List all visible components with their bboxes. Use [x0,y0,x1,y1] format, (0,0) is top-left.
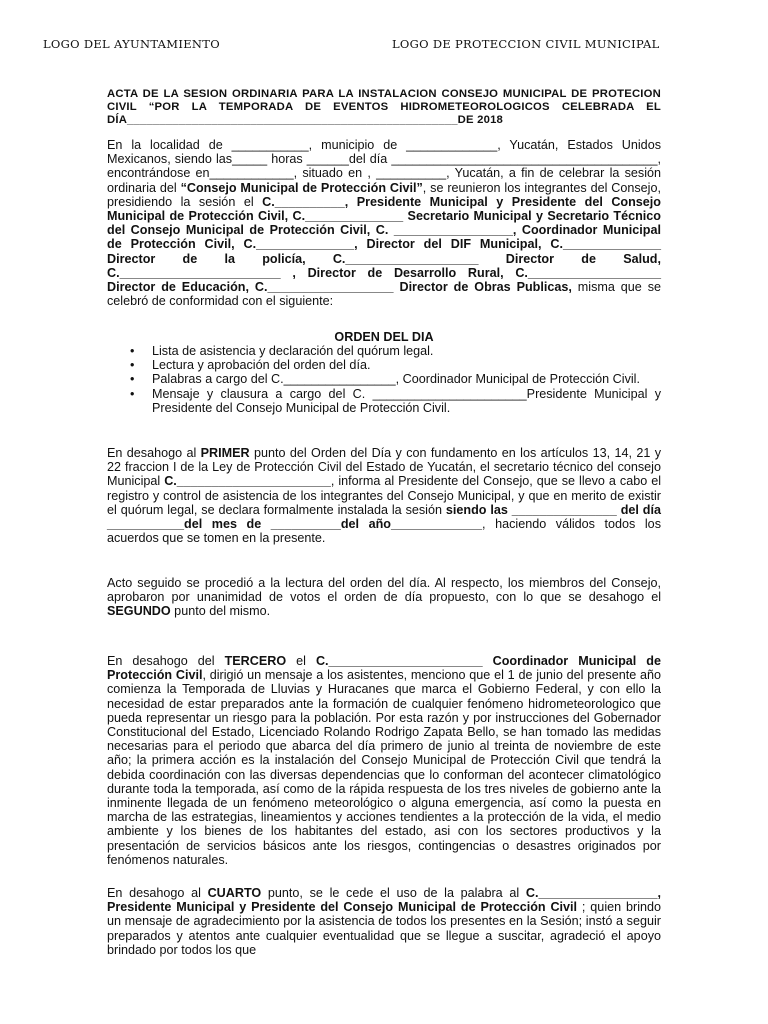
tercero-text-2: el [286,654,316,668]
cuarto-bold-label: CUARTO [207,886,262,900]
segundo-bold-label: SEGUNDO [107,604,171,619]
list-item: • Palabras a cargo del C.________________, Coordinador Municipal de Protección Civil. [152,372,661,386]
cuarto-text-3: ; quien brindo un mensaje de agradecimiento por la asistencia de todos los presentes en la Sesión; instó a seguir preparados y atentos ante cualquier eventualidad que se llegue a suscitar, agradeció el apoyo brindado por todos los que [107,900,662,957]
intro-bold-members: C.__________, Presidente Municipal y Presidente del Consejo Municipal de Protección Civil, C.______________ Secretario Municipal y Secretario Técnico del Consejo Municipal de Protección Civil, C. _________________, Coordinador Municipal de Protección Civil, C.______________, Director del DIF Municipal, C.______________ Director de la policía, C.___________________ Director de Salud, C._______________________ , Director de Desarrollo Rural, C.___________________ Director de Educación, C.__________________ Director de Obras Publicas, [107,194,661,295]
logo-proteccion-civil-placeholder: LOGO DE PROTECCION CIVIL MUNICIPAL [392,37,660,51]
logo-ayuntamiento-placeholder: LOGO DEL AYUNTAMIENTO [43,37,220,51]
intro-text-2: , se reunieron los integrantes del Consejo, presidiendo la sesión el [107,180,661,209]
list-item: • Lectura y aprobación del orden del día. [152,358,661,372]
tercer-punto-paragraph [107,654,661,867]
primer-text-1: En desahogo al [107,446,201,460]
segundo-punto-paragraph [107,576,661,619]
tercero-text-1: En desahogo del [107,654,225,668]
document-title: ACTA DE LA SESION ORDINARIA PARA LA INSTALACION CONSEJO MUNICIPAL DE PROTECION CIVIL “POR LA TEMPORADA DE EVENTOS HIDROMETEOROLOGICOS CELEBRADA EL DÍA___________________________________________________DE 2018 [107,88,661,127]
primer-text-4: , haciendo válidos todos los acuerdos que se tomen en la presente. [107,517,661,546]
primer-bold-fecha: siendo las _______________ del día ___________del mes de __________del año_____________ [107,502,661,532]
intro-text-3: misma que se celebró de conformidad con el siguiente: [107,280,661,309]
tercero-text-3: , dirigió un mensaje a los asistentes, menciono que el 1 de junio del presente año comienza la Temporada de Lluvias y Huracanes que marca el Gobierno Federal, y con ello la necesidad de estar preparados ante la formación de cualquier fenómeno hidrometeorologico que pueda representar un riesgo para la población. Por esta razón y por instrucciones del Gobernador Constitucional del Estado, Licenciado Rolando Rodrigo Zapata Bello, se han tomado las medidas necesarias para el periodo que abarca del día primero de junio al treinta de noviembre de este año; la primera acción es la instalación del Consejo Municipal de Protección Civil que tendrá la debida coordinación con las diversas dependencias que lo conforman del acontecer climatológico durante toda la temporada, así como de la rápida respuesta de los tres niveles de gobierno ante la inminente llegada de un fenómeno meteorológico o alguna emergencia, así como la puesta en marcha de las estrategias, lineamientos y acciones tendientes a la protección de la vida, el medio ambiente y los bienes de los habitantes del estado, asi con los sectores productivos y la presentación de servicios básicos ante los riesgos, contingencias o desastres originados por fenómenos naturales. [107,668,661,867]
cuarto-text-1: En desahogo al [107,886,208,900]
cuarto-punto-paragraph [107,886,661,957]
segundo-text-2: punto del mismo. [170,604,271,619]
tercero-bold-coordinador: C.______________________ Coordinador Municipal de Protección Civil [107,654,661,683]
list-item: • Lista de asistencia y declaración del quórum legal. [152,344,661,358]
intro-bold-consejo: “Consejo Municipal de Protección Civil” [180,180,423,195]
intro-text-1: En la localidad de ___________, municipio de _____________, Yucatán, Estados Unidos Mexicanos, siendo las_____ horas ______del día ______________________________________, encontrándose en____________, situado en , __________, Yucatán, a fin de celebrar la sesión ordinaria del [107,138,661,195]
intro-paragraph [107,138,661,308]
cuarto-text-2: punto, se le cede el uso de la palabra al [261,886,526,900]
tercero-bold-label: TERCERO [224,654,287,668]
orden-del-dia-list [107,344,661,415]
segundo-text-1: Acto seguido se procedió a la lectura del orden del día. Al respecto, los miembros del Consejo, aprobaron por unanimidad de votos el orden de día propuesto, con lo que se desahogo el [107,576,661,605]
primer-bold-secretario: C.______________________ [164,474,331,489]
list-item: • Mensaje y clausura a cargo del C. ______________________Presidente Municipal y Presidente del Consejo Municipal de Protección Civil. [152,387,661,415]
primer-text-3: , informa al Presidente del Consejo, que se llevo a cabo el registro y control de asistencia de los integrantes del Consejo Municipal, y que en merito de existir el quórum legal, se declara formalmente instalada la sesión [107,474,661,517]
primer-punto-paragraph [107,446,661,545]
primer-text-2: punto del Orden del Día y con fundamento en los artículos 13, 14, 21 y 22 fraccion I de la Ley de Protección Civil del Estado de Yucatán, el secretario técnico del consejo Municipal [107,446,661,489]
cuarto-bold-presidente: C._________________, Presidente Municipal y Presidente del Consejo Municipal de Protección Civil [107,886,662,915]
orden-del-dia-heading: ORDEN DEL DIA [334,330,434,344]
primer-bold-label: PRIMER [200,446,250,460]
